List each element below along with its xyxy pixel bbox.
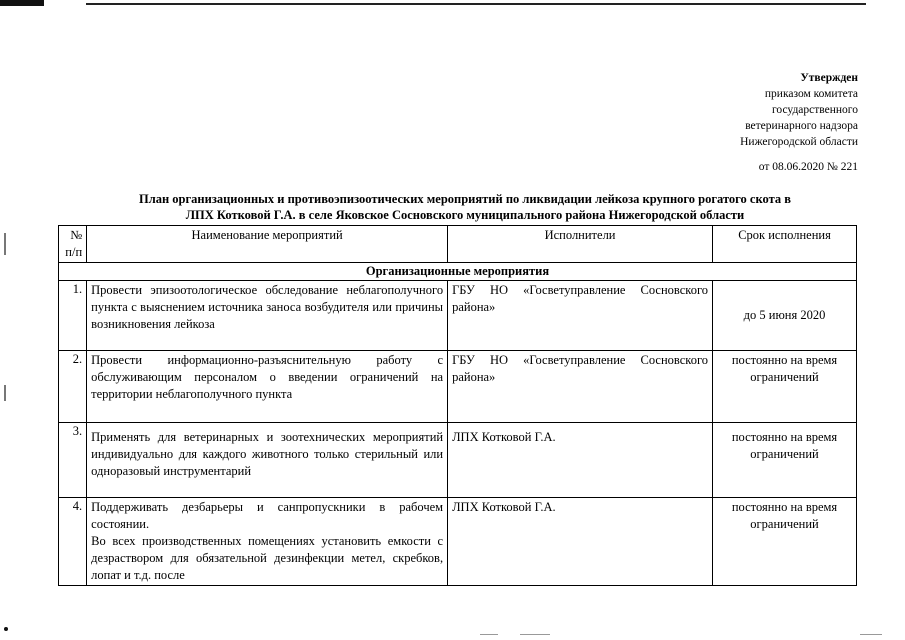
approval-line: государственного <box>772 104 858 116</box>
scan-dash <box>520 634 550 635</box>
section-title: Организационные мероприятия <box>59 263 857 281</box>
row-activity: Применять для ветеринарных и зоотехнических мероприятий индивидуально для каждого животного только стерильный или одноразовый инструментарий <box>87 423 448 498</box>
row-number: 3. <box>59 423 87 498</box>
approved-label: Утвержден <box>800 72 858 84</box>
scan-dash <box>860 634 882 635</box>
table-row <box>59 498 857 586</box>
row-activity <box>87 498 448 586</box>
row-activity: Провести эпизоотологическое обследование неблагополучного пункта с выяснением источника заноса возбудителя или причины возникновения лейкоза <box>87 281 448 351</box>
header-number: № п/п <box>59 226 87 263</box>
plan-table <box>58 225 857 586</box>
title-line: ЛПХ Котковой Г.А. в селе Яковское Сосновского муниципального района Нижегородской области <box>185 208 745 222</box>
table-row <box>59 281 857 351</box>
activity-paragraph: Поддерживать дезбарьеры и санпропускники в рабочем состоянии. <box>91 500 444 531</box>
table-row <box>59 423 857 498</box>
order-reference: от 08.06.2020 № 221 <box>758 161 858 173</box>
header-activity: Наименование мероприятий <box>87 226 448 263</box>
approval-line: приказом комитета <box>764 88 858 100</box>
scan-edge-mark <box>0 0 44 6</box>
row-number: 1. <box>59 281 87 351</box>
scan-dash <box>480 634 498 635</box>
section-row <box>59 263 857 281</box>
approval-line: ветеринарного надзора <box>745 120 858 132</box>
header-executors: Исполнители <box>448 226 713 263</box>
scan-margin-mark <box>4 233 6 255</box>
row-executors: ГБУ НО «Госветуправление Сосновского района» <box>448 281 713 351</box>
row-executors: ЛПХ Котковой Г.А. <box>448 498 713 586</box>
row-deadline: постоянно на время ограничений <box>713 351 857 423</box>
table-header-row <box>59 226 857 263</box>
scan-dot <box>4 627 8 631</box>
document-title <box>80 191 850 223</box>
row-deadline: до 5 июня 2020 <box>713 281 857 351</box>
table-row <box>59 351 857 423</box>
scan-margin-mark <box>4 385 6 401</box>
row-deadline: постоянно на время ограничений <box>713 423 857 498</box>
title-line: План организационных и противоэпизоотических мероприятий по ликвидации лейкоза крупного рогатого скота в <box>138 192 792 206</box>
row-number: 2. <box>59 351 87 423</box>
row-executors: ГБУ НО «Госветуправление Сосновского района» <box>448 351 713 423</box>
approval-line: Нижегородской области <box>740 136 858 148</box>
row-deadline: постоянно на время ограничений <box>713 498 857 586</box>
header-deadline: Срок исполнения <box>713 226 857 263</box>
activity-paragraph: Во всех производственных помещениях установить емкости с дезраствором для обязательной дезинфекции метел, скребков, лопат и т.д. после <box>91 534 444 582</box>
row-activity: Провести информационно-разъяснительную работу с обслуживающим персоналом о введении ограничений на территории неблагополучного пункта <box>87 351 448 423</box>
row-executors: ЛПХ Котковой Г.А. <box>448 423 713 498</box>
row-number: 4. <box>59 498 87 586</box>
scan-edge-line <box>86 3 866 5</box>
approval-block <box>740 70 858 150</box>
